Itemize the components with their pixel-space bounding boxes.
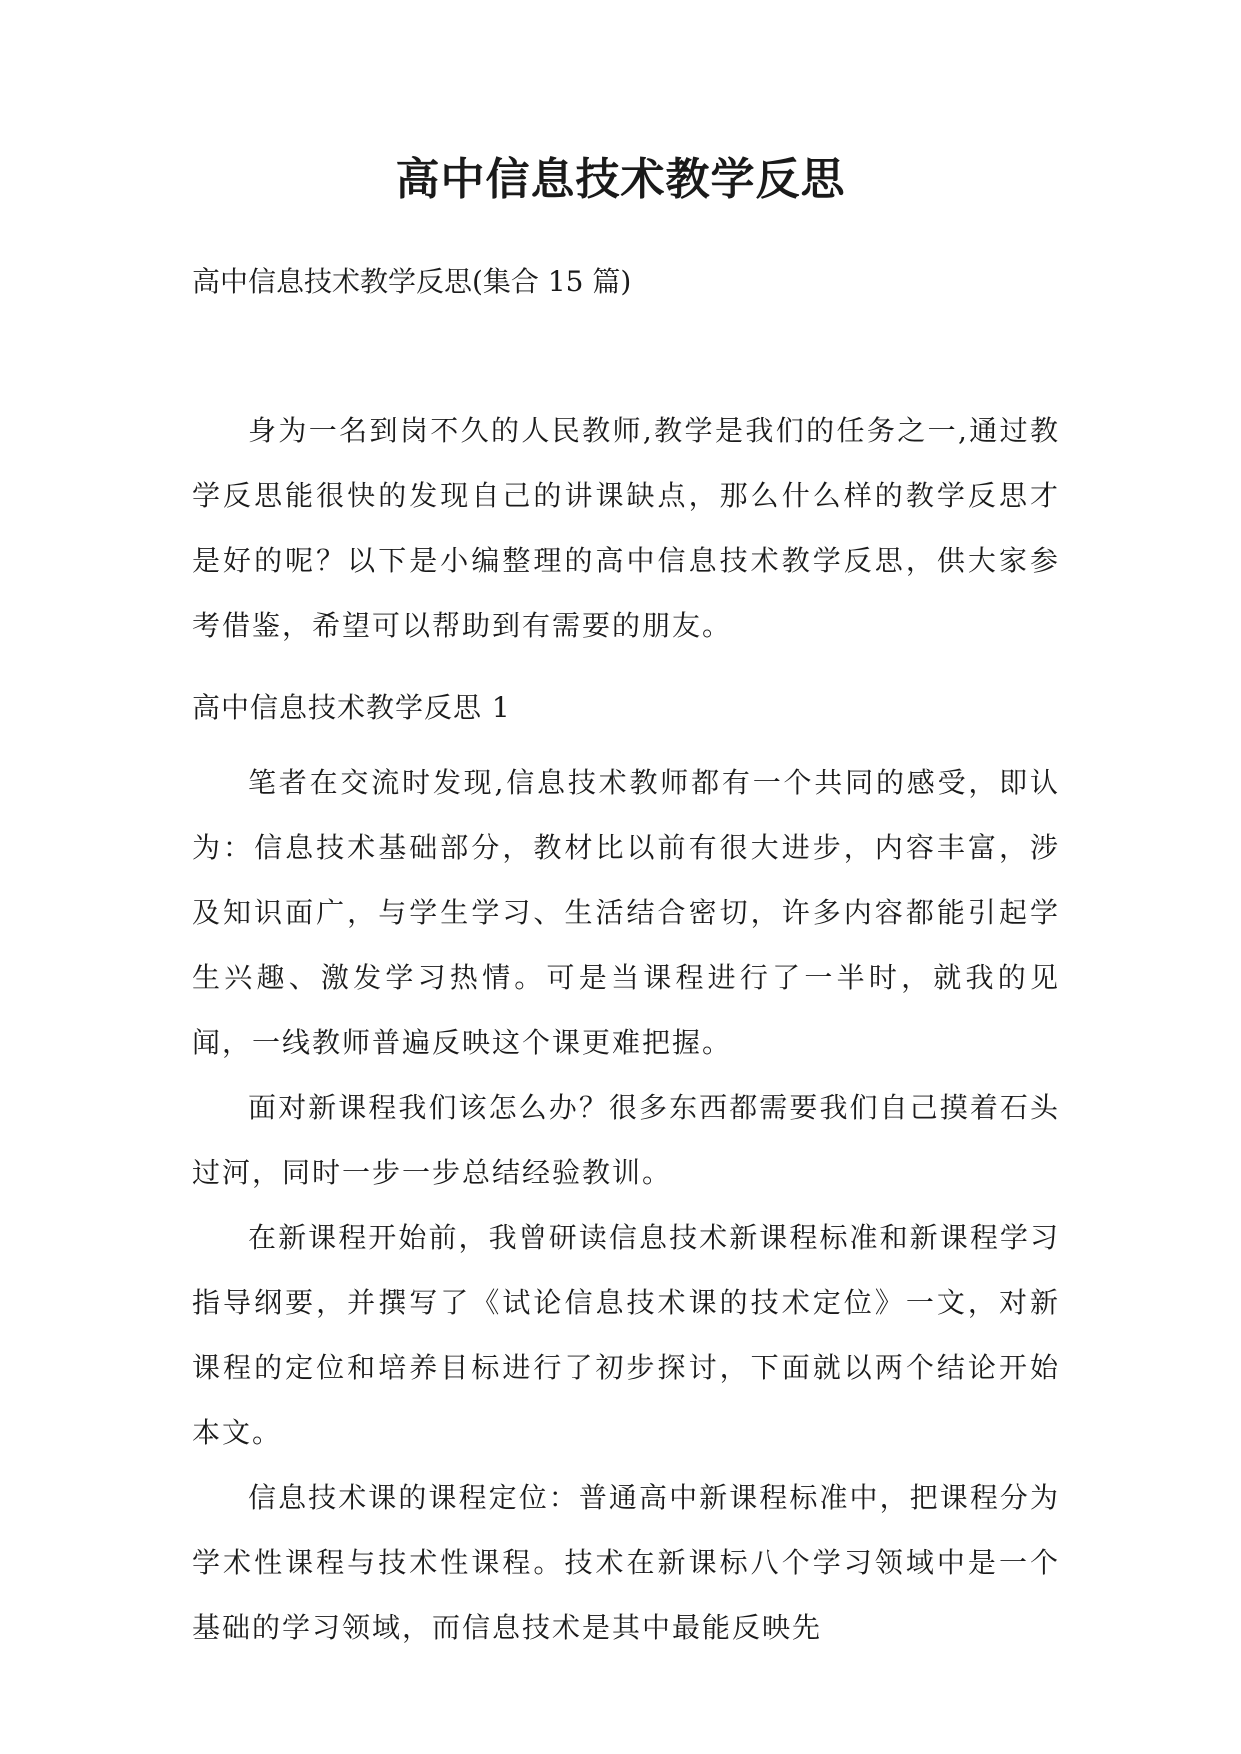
section-heading: 高中信息技术教学反思 1 [192, 691, 511, 724]
intro-block [192, 398, 1060, 658]
document-title: 高中信息技术教学反思 [395, 154, 846, 205]
section-body [192, 750, 1060, 1660]
body-paragraph: 在新课程开始前，我曾研读信息技术新课程标准和新课程学习指导纲要，并撰写了《试论信息技术课的技术定位》一文，对新课程的定位和培养目标进行了初步探讨，下面就以两个结论开始本文。 [192, 1221, 1060, 1449]
document-subtitle: 高中信息技术教学反思(集合 15 篇) [192, 265, 632, 298]
body-paragraph: 面对新课程我们该怎么办？很多东西都需要我们自己摸着石头过河，同时一步一步总结经验教训。 [192, 1091, 1060, 1189]
intro-paragraph: 身为一名到岗不久的人民教师,教学是我们的任务之一,通过教学反思能很快的发现自己的讲课缺点，那么什么样的教学反思才是好的呢？以下是小编整理的高中信息技术教学反思，供大家参考借鉴，希望可以帮助到有需要的朋友。 [192, 414, 1060, 642]
body-paragraph: 信息技术课的课程定位：普通高中新课程标准中，把课程分为学术性课程与技术性课程。技术在新课标八个学习领域中是一个基础的学习领域，而信息技术是其中最能反映先 [192, 1481, 1060, 1644]
body-paragraph: 笔者在交流时发现,信息技术教师都有一个共同的感受，即认为：信息技术基础部分，教材比以前有很大进步，内容丰富，涉及知识面广，与学生学习、生活结合密切，许多内容都能引起学生兴趣、激发学习热情。可是当课程进行了一半时，就我的见闻，一线教师普遍反映这个课更难把握。 [192, 766, 1060, 1059]
